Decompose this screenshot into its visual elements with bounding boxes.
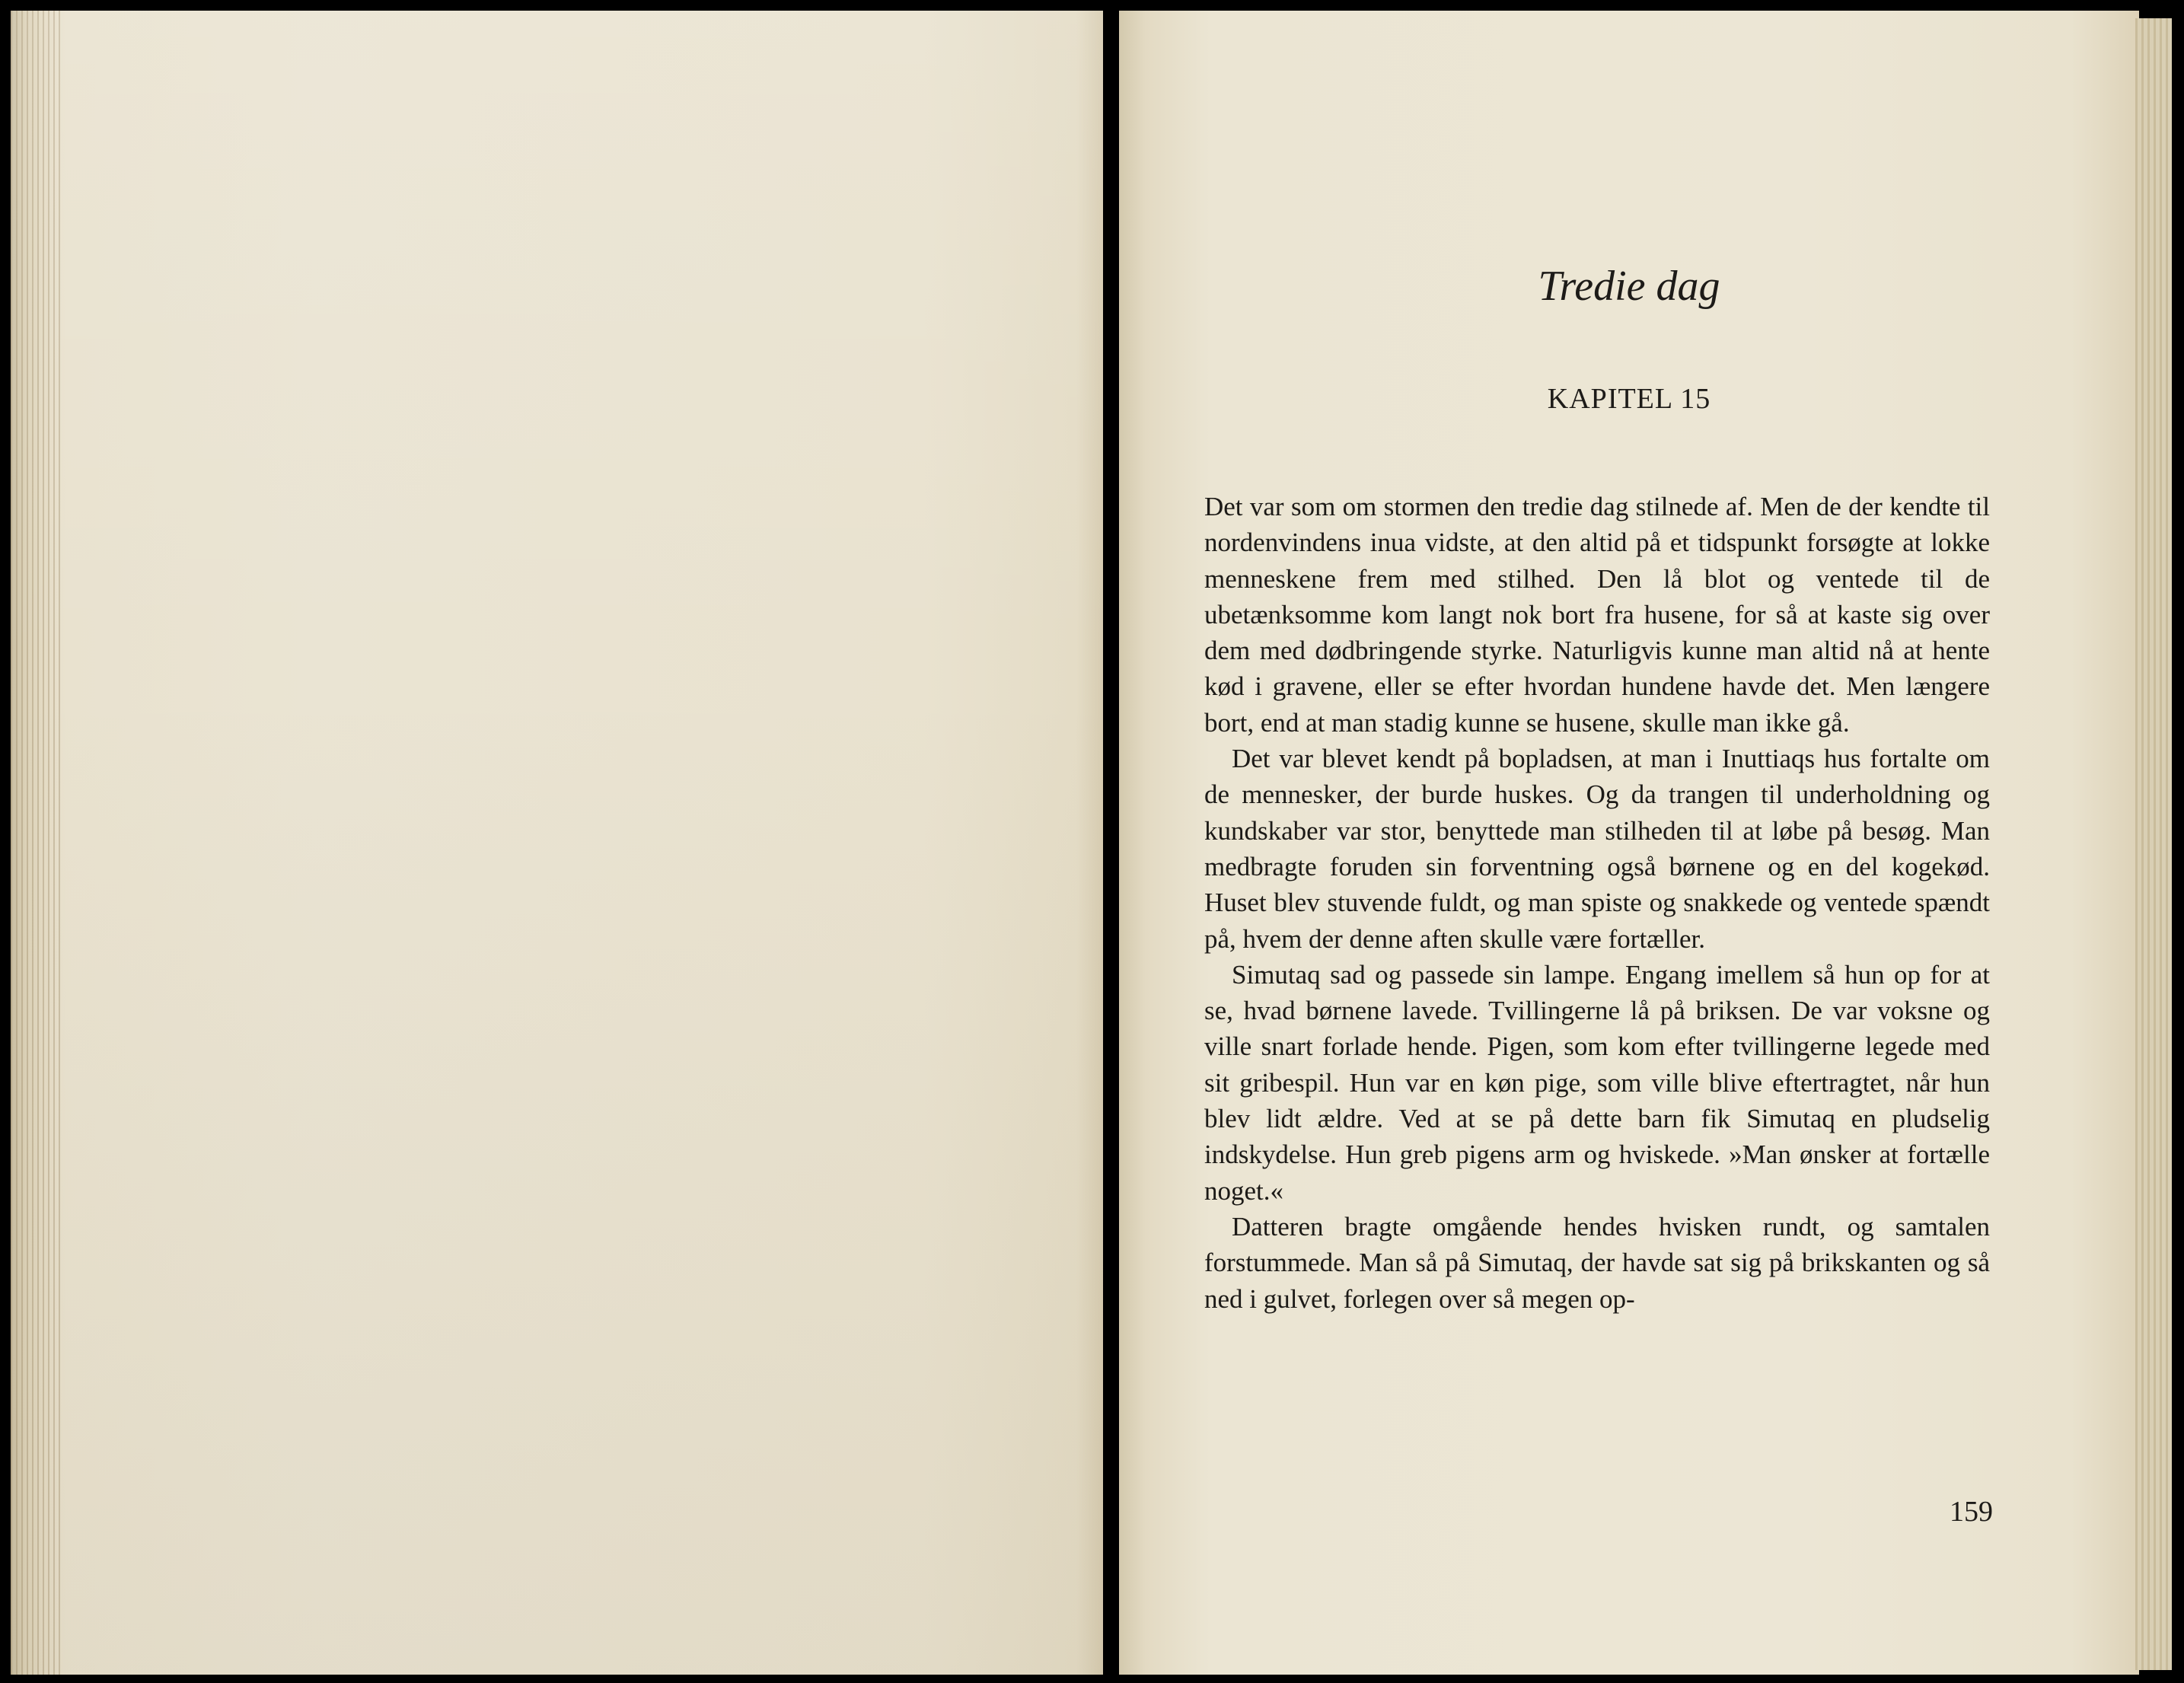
paragraph: Simutaq sad og passede sin lampe. Engang imellem så hun op for at se, hvad børnene lavede. Tvillingerne lå på briksen. De var voksne og ville snart forlade hende. Pigen, som kom efter tvillingerne legede med sit gribespil. Hun var en køn pige, som ville blive eftertragtet, når hun blev lidt ældre. Ved at se på dette barn fik Simutaq en pludselig indskydelse. Hun greb pigens arm og hviskede. »Man ønsker at fortælle noget.«	[1204, 959, 1990, 1206]
paragraph: Datteren bragte omgående hendes hvisken rundt, og samtalen forstummede. Man så på Simutaq, der havde sat sig på brikskanten og så ned i gulvet, forlegen over så megen op-	[1204, 1211, 1990, 1314]
body-text	[1204, 489, 1990, 1317]
left-page	[11, 11, 1103, 1675]
right-page-edge	[2135, 18, 2172, 1670]
book-gutter	[1103, 0, 1119, 1683]
paragraph: Det var blevet kendt på bopladsen, at man i Inuttiaqs hus fortalte om de mennesker, der burde huskes. Og da trangen til underholdning og kundskaber var stor, benyttede man stilheden til at løbe på besøg. Man medbragte foruden sin forventning også børnene og en del kogekød. Huset blev stuvende fuldt, og man spiste og snakkede og ventede spændt på, hvem der denne aften skulle være fortæller.	[1204, 744, 1990, 954]
chapter-title: Tredie dag	[1538, 263, 1720, 310]
paragraph: Det var som om stormen den tredie dag stilnede af. Men de der kendte til nordenvindens inua vidste, at den altid på et tidspunkt forsøgte at lokke menneskene frem med stilhed. Den lå blot og ventede til de ubetænksomme kom langt nok bort fra husene, for så at kaste sig over dem med dødbringende styrke. Naturligvis kunne man altid nå at hente kød i gravene, eller se efter hvordan hundene havde det. Men længere bort, end at man stadig kunne se husene, skulle man ikke gå.	[1204, 492, 1990, 738]
chapter-heading: KAPITEL 15	[1547, 383, 1711, 415]
left-page-shade	[11, 11, 1103, 1675]
page-number: 159	[1950, 1496, 1993, 1528]
right-page	[1119, 11, 2139, 1675]
